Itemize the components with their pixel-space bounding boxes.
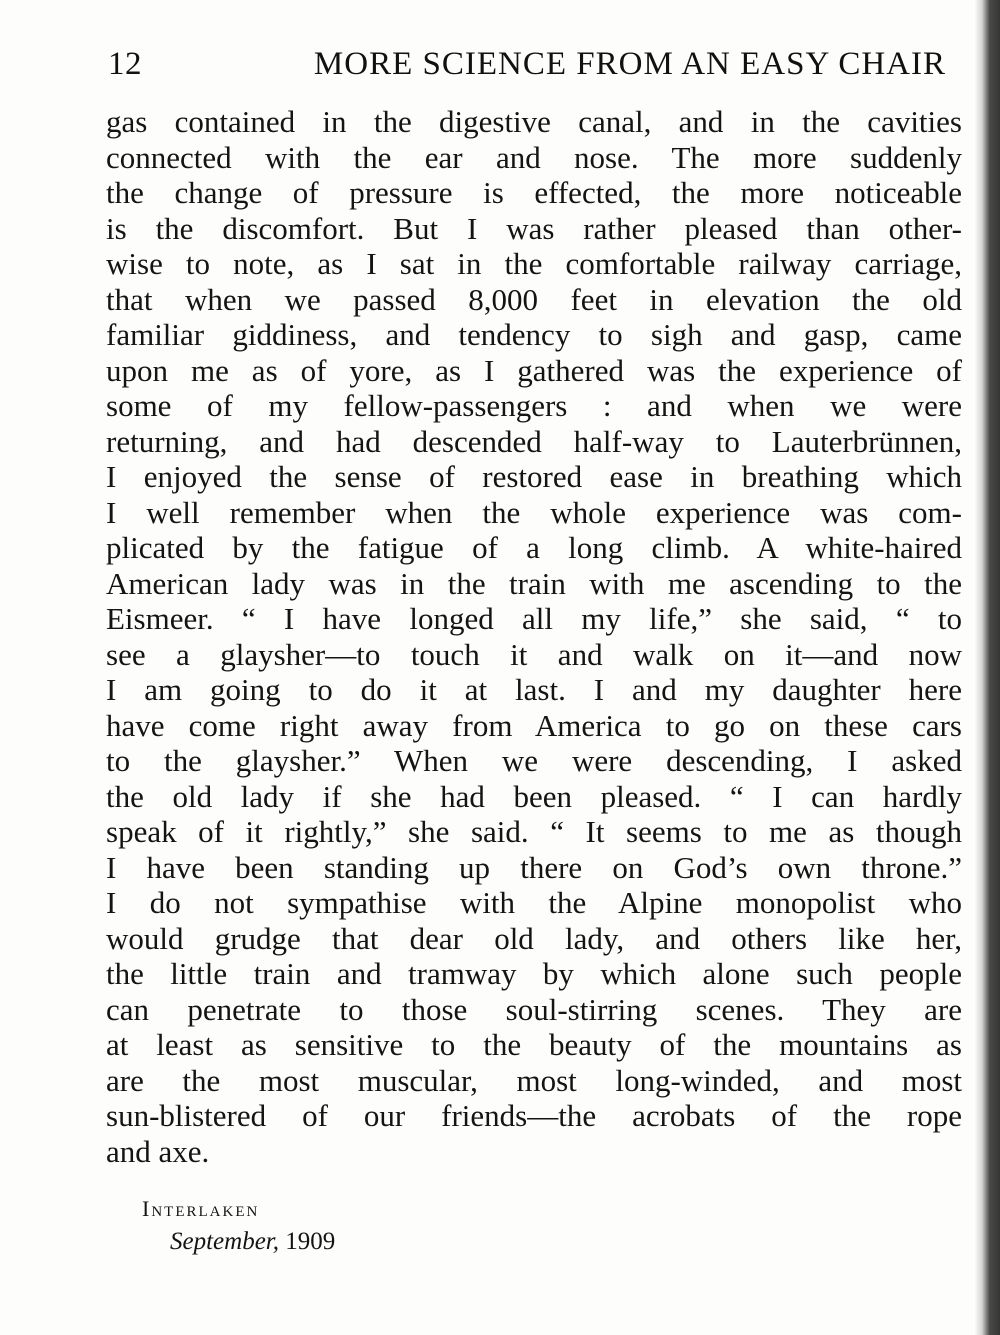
text-line: is the discomfort. But I was rather pleased than other- (106, 210, 962, 246)
text-line: I have been standing up there on God’s own throne.” (106, 849, 962, 885)
text-line: I am going to do it at last. I and my daughter here (106, 672, 962, 707)
page-number: 12 (108, 46, 142, 82)
signoff-date (170, 1228, 335, 1256)
text-line: sun-blistered of our friends—the acrobats of the rope (106, 1098, 962, 1133)
text-line: that when we passed 8,000 feet in elevation the old (106, 281, 962, 317)
text-line: can penetrate to those soul-stirring scenes. They are (106, 991, 962, 1027)
text-line: see a glaysher—to touch it and walk on it—and now (106, 636, 962, 672)
text-line: gas contained in the digestive canal, and in the cavities (106, 104, 962, 139)
text-line: I do not sympathise with the Alpine monopolist who (106, 885, 962, 920)
text-line: I well remember when the whole experience was com- (106, 494, 962, 530)
text-line: the little train and tramway by which alone such people (106, 956, 962, 991)
text-line: at least as sensitive to the beauty of the mountains as (106, 1027, 962, 1062)
text-line: American lady was in the train with me ascending to the (106, 565, 962, 601)
text-line: to the glaysher.” When we were descending, I asked (106, 743, 962, 778)
signoff-place: Interlaken (142, 1196, 260, 1221)
text-line: I enjoyed the sense of restored ease in breathing which (106, 459, 962, 494)
text-line: the old lady if she had been pleased. “ I can hardly (106, 778, 962, 814)
text-line: wise to note, as I sat in the comfortable railway carriage, (106, 246, 962, 281)
text-line: speak of it rightly,” she said. “ It seems to me as though (106, 814, 962, 849)
page-edge-shadow (974, 0, 1000, 1335)
signoff-year: 1909 (285, 1228, 336, 1255)
text-line: and axe. (106, 1133, 210, 1169)
text-line: plicated by the fatigue of a long climb. A white-haired (106, 530, 962, 565)
text-line: connected with the ear and nose. The more suddenly (106, 139, 962, 175)
text-line: familiar giddiness, and tendency to sigh and gasp, came (106, 317, 962, 352)
text-line: Eismeer. “ I have longed all my life,” she said, “ to (106, 601, 962, 636)
text-line: upon me as of yore, as I gathered was the experience of (106, 352, 962, 388)
text-line: the change of pressure is effected, the more noticeable (106, 175, 962, 210)
running-title: MORE SCIENCE FROM AN EASY CHAIR (313, 46, 946, 82)
text-line: some of my fellow-passengers : and when we were (106, 388, 962, 423)
text-line: have come right away from America to go on these cars (106, 707, 962, 743)
text-line: would grudge that dear old lady, and others like her, (106, 920, 962, 956)
running-head (108, 46, 946, 83)
body-text (106, 104, 962, 1169)
text-line: returning, and had descended half-way to Lauterbrünnen, (106, 423, 962, 459)
signoff-month: September, (170, 1228, 279, 1255)
text-line: are the most muscular, most long-winded, and most (106, 1062, 962, 1098)
